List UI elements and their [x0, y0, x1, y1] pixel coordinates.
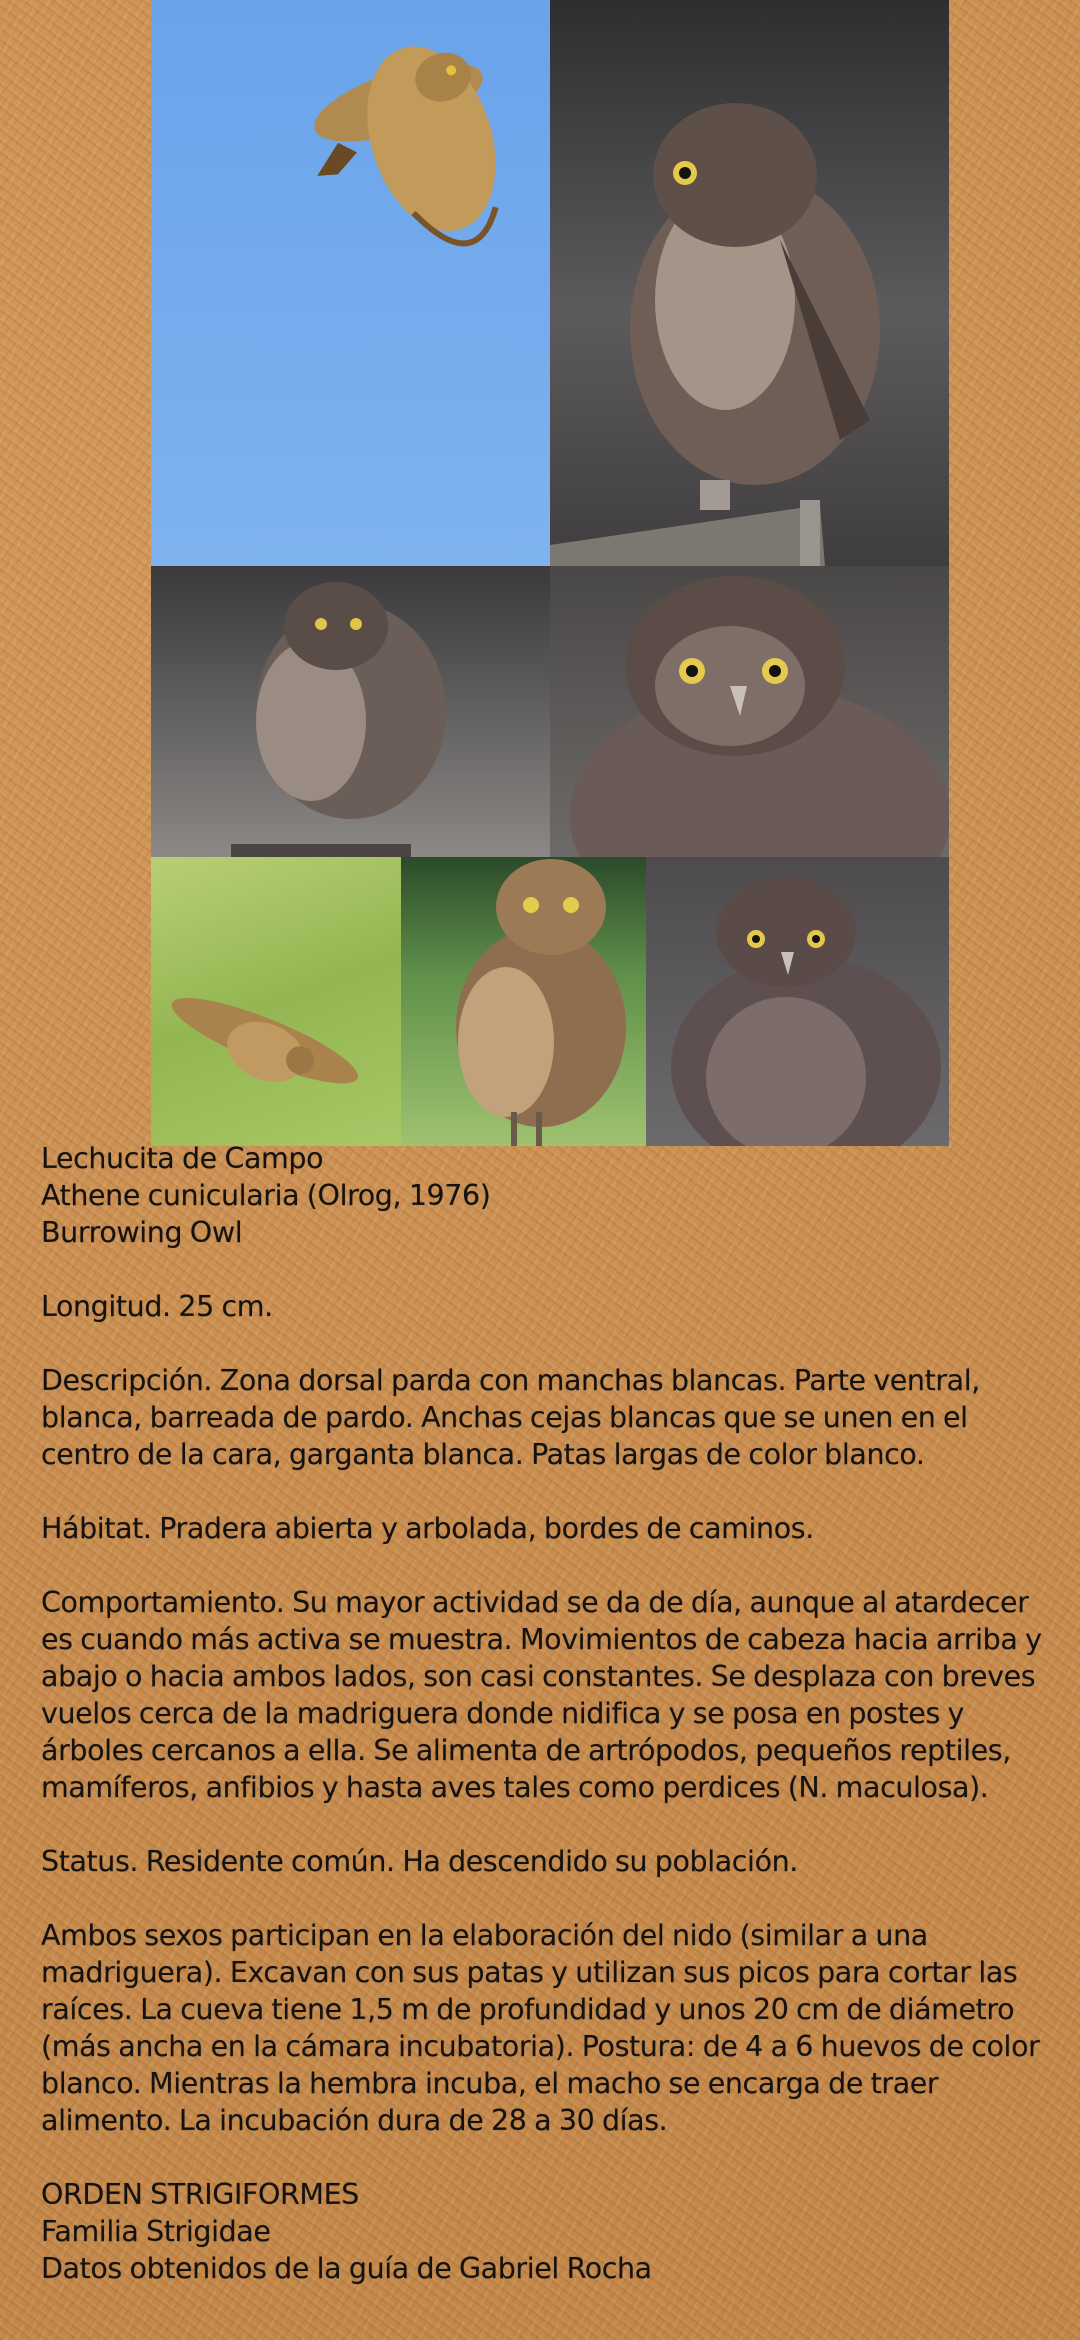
taxonomy-block: [41, 2176, 1051, 2287]
source-credit: Datos obtenidos de la guía de Gabriel Rocha: [41, 2252, 652, 2285]
burrowing-owl-perched-side-photo: [151, 566, 550, 857]
burrowing-owl-portrait-photo: [646, 857, 949, 1146]
species-header: [41, 1140, 1051, 1251]
section-status: Status. Residente común. Ha descendido su población.: [41, 1845, 798, 1878]
burrowing-owl-closeup-photo: [550, 566, 949, 857]
section-habitat: Hábitat. Pradera abierta y arbolada, bordes de caminos.: [41, 1512, 814, 1545]
common-name: Lechucita de Campo: [41, 1142, 324, 1175]
scientific-name: Athene cunicularia (Olrog, 1976): [41, 1179, 491, 1212]
section-comportamiento: Comportamiento. Su mayor actividad se da de día, aunque al atardecer es cuando más activa se muestra. Movimientos de cabeza hacia arriba y abajo o hacia ambos lados, son casi constantes. Se desplaza con breves vuelos cerca de la madriguera donde nidifica y se posa en postes y árboles cercanos a ella. Se alimenta de artrópodos, pequeños reptiles, mamíferos, anfibios y hasta aves tales como perdices (N. maculosa).: [41, 1586, 1042, 1804]
burrowing-owl-flying-grass-photo: [151, 857, 401, 1146]
section-nidificacion: Ambos sexos participan en la elaboración del nido (similar a una madriguera). Excavan con sus patas y utilizan sus picos para cortar las raíces. La cueva tiene 1,5 m de profundidad y unos 20 cm de diámetro (más ancha en la cámara incubatoria). Postura: de 4 a 6 huevos de color blanco. Mientras la hembra incuba, el macho se encarga de traer alimento. La incubación dura de 28 a 30 días.: [41, 1919, 1040, 2137]
taxonomy-orden: ORDEN STRIGIFORMES: [41, 2178, 359, 2211]
burrowing-owl-flying-sky-photo: [151, 0, 550, 566]
burrowing-owl-on-post-photo: [550, 0, 949, 566]
taxonomy-familia: Familia Strigidae: [41, 2215, 271, 2248]
section-descripcion: Descripción. Zona dorsal parda con manchas blancas. Parte ventral, blanca, barreada de pardo. Anchas cejas blancas que se unen en el centro de la cara, garganta blanca. Patas largas de color blanco.: [41, 1364, 980, 1471]
english-name: Burrowing Owl: [41, 1216, 243, 1249]
section-longitud: Longitud. 25 cm.: [41, 1290, 273, 1323]
burrowing-owl-standing-grass-photo: [401, 857, 646, 1146]
species-description: [41, 1140, 1051, 2287]
